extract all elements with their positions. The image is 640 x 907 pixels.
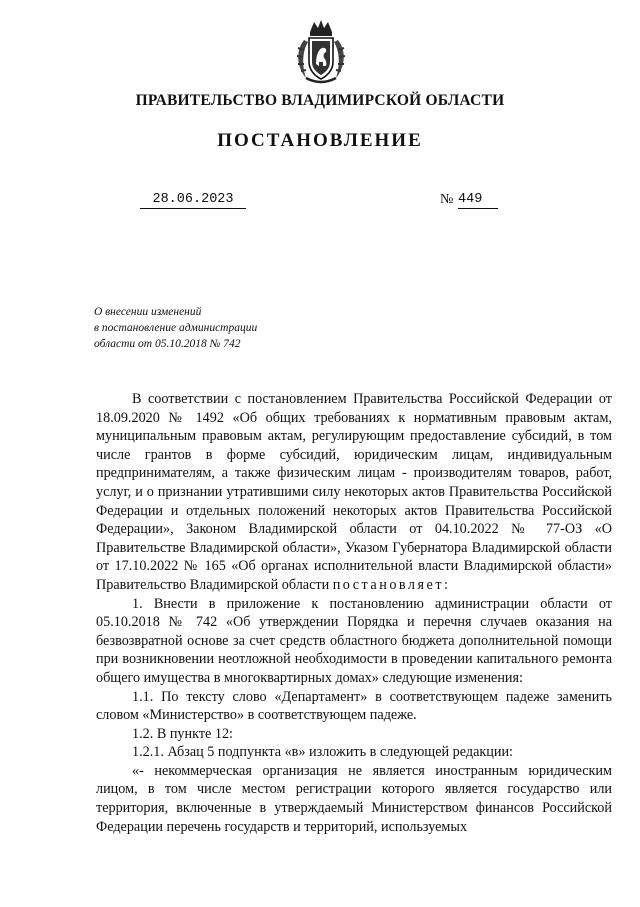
body-paragraph: 1. Внести в приложение к постановлению администрации области от 05.10.2018 № 742 «Об утверждении Порядка и перечня случаев оказания на безвозвратной основе за счет средств областного бюджета дополнительной помощи при возникновении неотложной необходимости в проведении капитального ремонта общего имущества в многоквартирных домах» следующие изменения: [96,595,612,686]
document-type-title: ПОСТАНОВЛЕНИЕ [217,130,423,151]
document-number: 449 [458,192,498,209]
resolution-word: постановляет: [332,576,451,593]
document-date: 28.06.2023 [140,192,246,209]
subject-line: в постановление администрации [94,322,258,334]
subject-line: области от 05.10.2018 № 742 [94,338,241,350]
coat-of-arms-icon [290,18,352,86]
body-paragraph: 1.1. По тексту слово «Департамент» в соответствующем падеже заменить словом «Министерство» в соответствующем падеже. [96,688,612,724]
body-paragraph: «- некоммерческая организация не является иностранным юридическим лицом, в том числе местом регистрации которого является государство или территория, включенные в утверждаемый Министерством финансов Российской Федерации перечень государств и территорий, используемых [96,762,612,835]
preamble-text: В соответствии с постановлением Правительства Российской Федерации от 18.09.2020 № 1492 «Об общих требованиях к нормативным правовым актам, муниципальным правовым актам, регулирующим предоставление субсидий, в том числе грантов в форме субсидий, юридическим лицам, индивидуальным предпринимателям, а также физическим лицам - производителям товаров, работ, услуг, и о признании утратившими силу некоторых актов Правительства Российской Федерации и отдельных положений некоторых актов Правительства Российской Федерации», Законом Владимирской области от 04.10.2022 № 77-ОЗ «О Правительстве Владимирской области», Указом Губернатора Владимирской области от 17.10.2022 № 165 «Об органах исполнительной власти Владимирской области» Правительство Владимирской области [96,391,612,593]
document-body [96,390,612,836]
government-title: ПРАВИТЕЛЬСТВО ВЛАДИМИРСКОЙ ОБЛАСТИ [135,92,505,109]
body-paragraph [96,390,612,595]
body-paragraph: 1.2. В пункте 12: [132,725,233,742]
body-paragraph: 1.2.1. Абзац 5 подпункта «в» изложить в следующей редакции: [132,744,513,761]
subject-line: О внесении изменений [94,306,202,318]
document-number-label: № [440,192,454,207]
document-subject [94,304,257,352]
